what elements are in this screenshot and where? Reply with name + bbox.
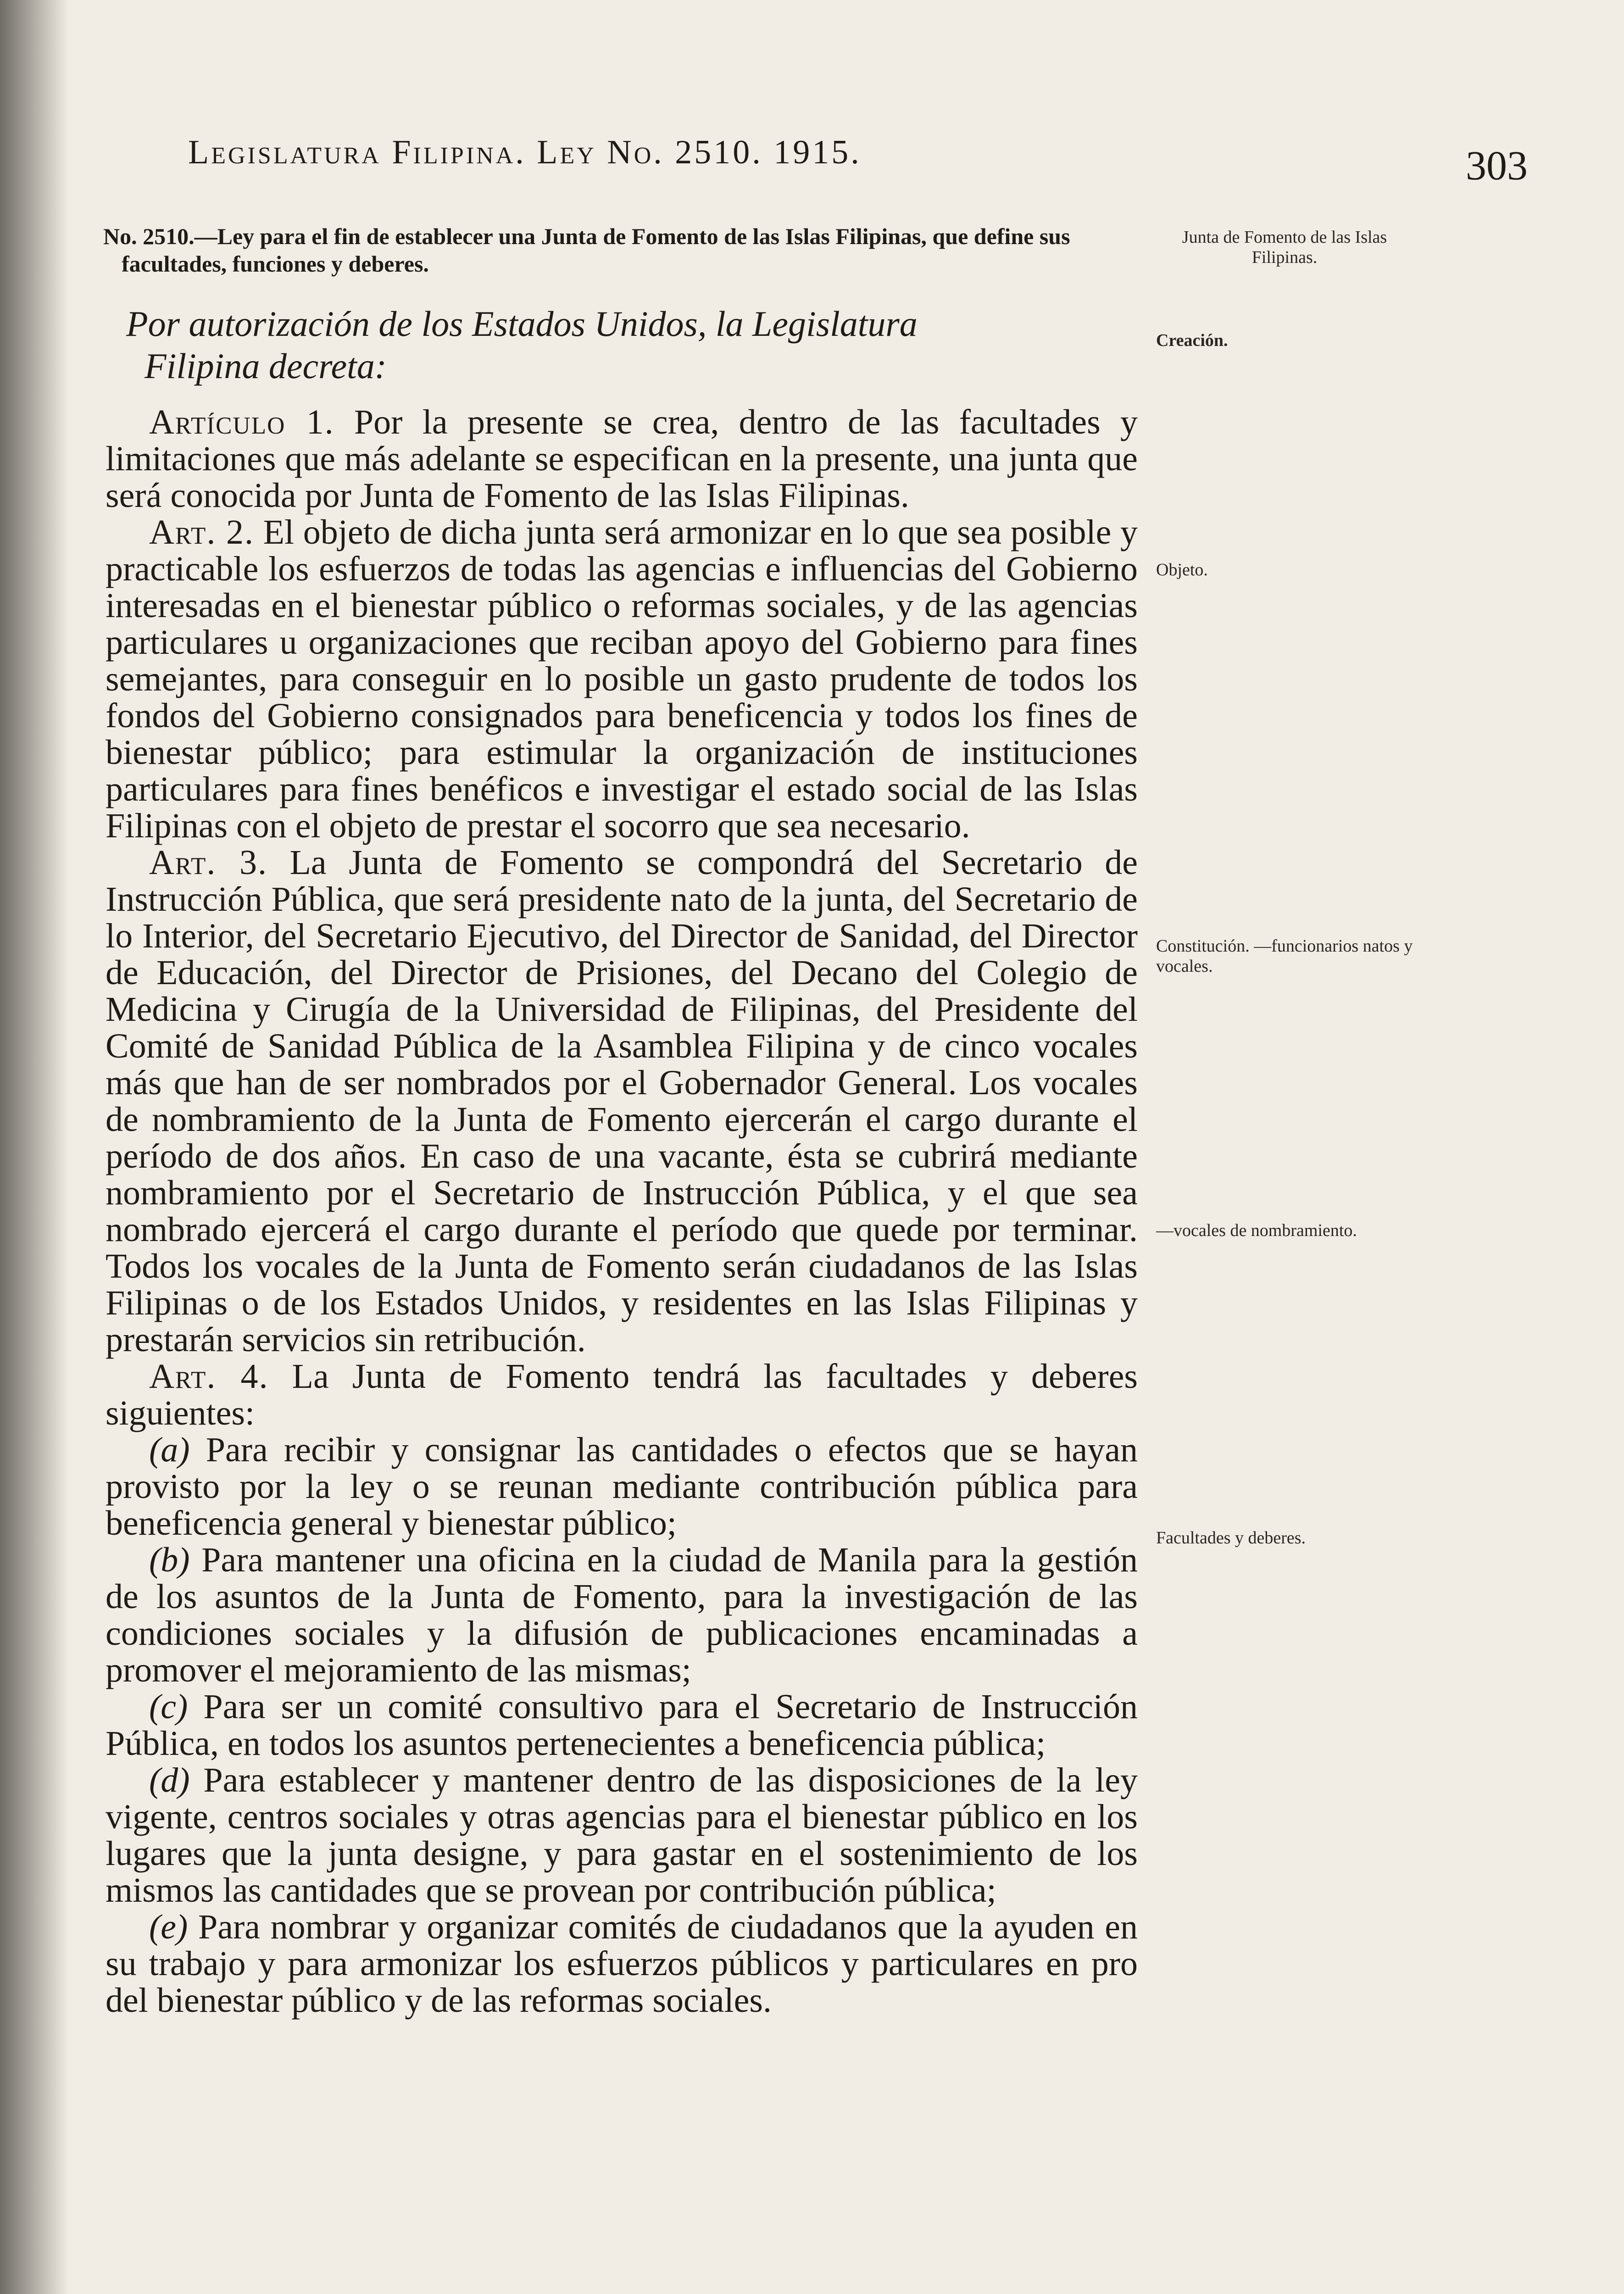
article-text: El objeto de dicha junta será armonizar en lo que sea posible y practicable los esfuerzos de todas las agencias e influencias del Gobierno interesadas en el bienestar público o reformas sociales, y de las agencias particulares u organizaciones que reciban apoyo del Gobierno para fines semejantes, para conseguir en lo posible un gasto prudente de todos los fondos del Gobierno consignados para beneficencia y todos los fines de bienestar público; para estimular la organización de instituciones particulares para fines benéficos e investigar el estado social de las Islas Filipinas con el objeto de prestar el socorro que sea necesario. xyxy=(106,513,1138,845)
margin-note-junta: Junta de Fomento de las Islas Filipinas. xyxy=(1182,228,1387,267)
law-body xyxy=(106,404,1138,2019)
item-letter: (a) xyxy=(149,1431,190,1469)
article-label: Artículo 1. xyxy=(149,403,334,441)
margin-note-facultades: Facultades y deberes. xyxy=(1156,1528,1306,1548)
item-text: Para nombrar y organizar comités de ciudadanos que la ayuden en su trabajo y para armonizar los esfuerzos públicos y particulares en pro del bienestar público y de las reformas sociales. xyxy=(106,1908,1138,2020)
item-b xyxy=(106,1542,1138,1688)
item-a xyxy=(106,1431,1138,1542)
item-text: Para mantener una oficina en la ciudad de Manila para la gestión de los asuntos de la Junta de Fomento, para la investigación de las condiciones sociales y la difusión de publicaciones encaminadas a promover el mejoramiento de las mismas; xyxy=(106,1541,1138,1689)
item-c xyxy=(106,1688,1138,1762)
article-label: Art. 4. xyxy=(149,1357,269,1396)
margin-note-objeto: Objeto. xyxy=(1156,560,1208,579)
enacting-clause-line2: Filipina decreta: xyxy=(145,346,387,386)
enacting-clause-line1: Por autorización de los Estados Unidos, la Legislatura xyxy=(126,304,918,344)
margin-note-creacion: Creación. xyxy=(1156,331,1228,350)
article-4 xyxy=(106,1358,1138,1431)
article-1 xyxy=(106,404,1138,514)
item-d xyxy=(106,1762,1138,1909)
page-number: 303 xyxy=(1466,143,1528,189)
article-2 xyxy=(106,514,1138,844)
item-text: Para ser un comité consultivo para el Secretario de Instrucción Pública, en todos los asuntos pertenecientes a beneficencia pública; xyxy=(106,1687,1138,1763)
page-edge-shadow xyxy=(0,0,69,2294)
item-text: Para establecer y mantener dentro de las disposiciones de la ley vigente, centros sociales y otras agencias para el bienestar público en los lugares que la junta designe, y para gastar en el sostenimiento de los mismos las cantidades que se provean por contribución pública; xyxy=(106,1761,1138,1910)
law-title xyxy=(103,223,1154,278)
item-text: Para recibir y consignar las cantidades o efectos que se hayan provisto por la ley o se reunan mediante contribución pública para beneficencia general y bienestar público; xyxy=(106,1431,1138,1542)
margin-note-constitucion: Constitución. —funcionarios natos y vocales. xyxy=(1156,936,1413,976)
item-letter: (b) xyxy=(149,1541,190,1579)
item-letter: (c) xyxy=(149,1687,188,1726)
law-number: No. 2510. xyxy=(103,223,195,249)
article-3 xyxy=(106,844,1138,1358)
item-letter: (d) xyxy=(149,1761,190,1799)
running-head: Legislatura Filipina. Ley No. 2510. 1915. xyxy=(188,134,862,171)
law-title-text: —Ley para el fin de establecer una Junta de Fomento de las Islas Filipinas, que define sus facultades, funciones y deberes. xyxy=(122,223,1070,277)
enacting-clause xyxy=(126,303,1135,387)
article-text: Por la presente se crea, dentro de las facultades y limitaciones que más adelante se especifican en la presente, una junta que será conocida por Junta de Fomento de las Islas Filipinas. xyxy=(106,403,1138,515)
margin-note-vocales: —vocales de nombramiento. xyxy=(1156,1221,1357,1240)
article-label: Art. 3. xyxy=(149,843,267,882)
article-text: La Junta de Fomento tendrá las facultades y deberes siguientes: xyxy=(106,1357,1138,1432)
article-label: Art. 2. xyxy=(149,513,255,551)
item-letter: (e) xyxy=(149,1908,188,1946)
article-text: La Junta de Fomento se compondrá del Secretario de Instrucción Pública, que será presidente nato de la junta, del Secretario de lo Interior, del Secretario Ejecutivo, del Director de Sanidad, del Director de Educación, del Director de Prisiones, del Decano del Colegio de Medicina y Cirugía de la Universidad de Filipinas, del Presidente del Comité de Sanidad Pública de la Asamblea Filipina y de cinco vocales más que han de ser nombrados por el Gobernador General. Los vocales de nombramiento de la Junta de Fomento ejercerán el cargo durante el período de dos años. En caso de una vacante, ésta se cubrirá mediante nombramiento por el Secretario de Instrucción Pública, y el que sea nombrado ejercerá el cargo durante el período que quede por terminar. Todos los vocales de la Junta de Fomento serán ciudadanos de las Islas Filipinas o de los Estados Unidos, y residentes en las Islas Filipinas y prestarán servicios sin retribución. xyxy=(106,843,1138,1359)
item-e xyxy=(106,1909,1138,2019)
